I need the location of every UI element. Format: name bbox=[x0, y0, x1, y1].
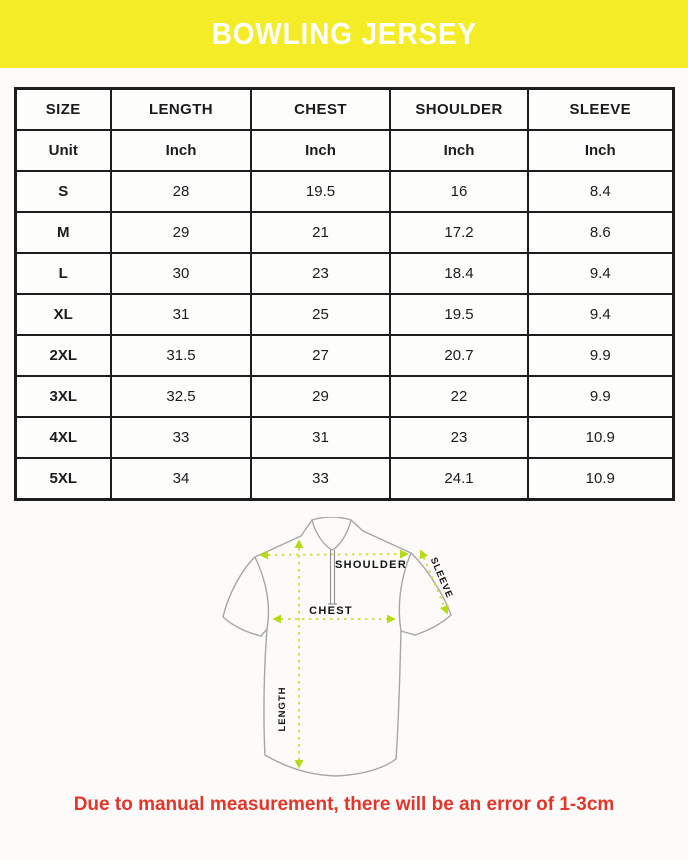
size-cell: M bbox=[15, 212, 111, 253]
value-cell: 34 bbox=[111, 458, 251, 500]
value-cell: 33 bbox=[251, 458, 390, 500]
col-header-length: LENGTH bbox=[111, 89, 251, 131]
col-header-shoulder: SHOULDER bbox=[390, 89, 528, 131]
value-cell: 32.5 bbox=[111, 376, 251, 417]
title-banner bbox=[0, 0, 688, 68]
value-cell: 9.9 bbox=[528, 335, 673, 376]
chest-label: CHEST bbox=[309, 605, 353, 617]
size-cell: XL bbox=[15, 294, 111, 335]
value-cell: 23 bbox=[390, 417, 528, 458]
unit-cell: Inch bbox=[390, 130, 528, 171]
size-cell: S bbox=[15, 171, 111, 212]
value-cell: 29 bbox=[251, 376, 390, 417]
table-row bbox=[15, 417, 673, 458]
value-cell: 9.4 bbox=[528, 253, 673, 294]
jersey-diagram-svg bbox=[164, 517, 524, 787]
col-header-size: SIZE bbox=[15, 89, 111, 131]
value-cell: 31.5 bbox=[111, 335, 251, 376]
value-cell: 28 bbox=[111, 171, 251, 212]
value-cell: 27 bbox=[251, 335, 390, 376]
col-header-chest: CHEST bbox=[251, 89, 390, 131]
col-header-sleeve: SLEEVE bbox=[528, 89, 673, 131]
jersey-measurement-diagram bbox=[0, 517, 688, 789]
size-chart-table bbox=[14, 87, 675, 501]
value-cell: 20.7 bbox=[390, 335, 528, 376]
table-row bbox=[15, 253, 673, 294]
table-row bbox=[15, 458, 673, 500]
table-row bbox=[15, 171, 673, 212]
size-cell: 5XL bbox=[15, 458, 111, 500]
shoulder-label: SHOULDER bbox=[334, 559, 408, 571]
value-cell: 23 bbox=[251, 253, 390, 294]
value-cell: 33 bbox=[111, 417, 251, 458]
table-row bbox=[15, 294, 673, 335]
table-row bbox=[15, 335, 673, 376]
jersey-outline bbox=[223, 517, 451, 776]
page-title: BOWLING JERSEY bbox=[211, 16, 477, 51]
value-cell: 8.6 bbox=[528, 212, 673, 253]
size-cell: L bbox=[15, 253, 111, 294]
value-cell: 8.4 bbox=[528, 171, 673, 212]
unit-cell: Inch bbox=[251, 130, 390, 171]
value-cell: 30 bbox=[111, 253, 251, 294]
value-cell: 21 bbox=[251, 212, 390, 253]
disclaimer-text: Due to manual measurement, there will be an error of 1-3cm bbox=[73, 794, 615, 815]
value-cell: 29 bbox=[111, 212, 251, 253]
value-cell: 31 bbox=[111, 294, 251, 335]
sleeve-label: SLEEVE bbox=[427, 555, 455, 601]
value-cell: 31 bbox=[251, 417, 390, 458]
unit-cell: Inch bbox=[111, 130, 251, 171]
value-cell: 18.4 bbox=[390, 253, 528, 294]
value-cell: 10.9 bbox=[528, 458, 673, 500]
value-cell: 19.5 bbox=[251, 171, 390, 212]
size-cell: 4XL bbox=[15, 417, 111, 458]
unit-label-cell: Unit bbox=[15, 130, 111, 171]
value-cell: 19.5 bbox=[390, 294, 528, 335]
value-cell: 22 bbox=[390, 376, 528, 417]
length-label: LENGTH bbox=[277, 686, 288, 732]
table-row bbox=[15, 212, 673, 253]
value-cell: 9.9 bbox=[528, 376, 673, 417]
size-cell: 2XL bbox=[15, 335, 111, 376]
value-cell: 9.4 bbox=[528, 294, 673, 335]
size-cell: 3XL bbox=[15, 376, 111, 417]
unit-cell: Inch bbox=[528, 130, 673, 171]
value-cell: 16 bbox=[390, 171, 528, 212]
unit-row bbox=[15, 130, 673, 171]
table-row bbox=[15, 376, 673, 417]
value-cell: 25 bbox=[251, 294, 390, 335]
value-cell: 10.9 bbox=[528, 417, 673, 458]
value-cell: 24.1 bbox=[390, 458, 528, 500]
value-cell: 17.2 bbox=[390, 212, 528, 253]
header-row bbox=[15, 89, 673, 131]
